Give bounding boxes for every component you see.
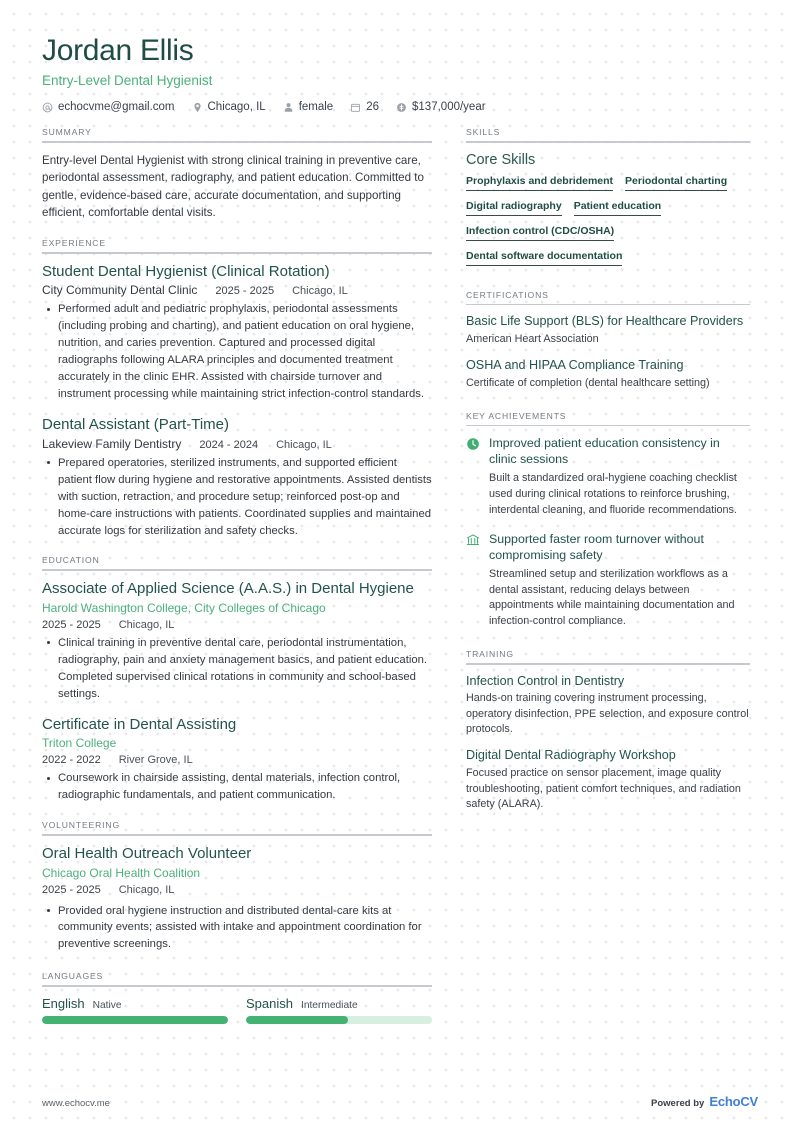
resume-columns	[42, 127, 758, 1040]
skill-tag: Prophylaxis and debridement	[466, 175, 613, 191]
contact-location-value: Chicago, IL	[207, 101, 266, 113]
language-progress-fill	[246, 1016, 348, 1024]
section-education	[42, 555, 432, 804]
achievement-title: Supported faster room turnover without compromising safety	[489, 531, 704, 562]
achievement-body	[489, 435, 750, 519]
section-rule	[466, 304, 750, 306]
certification-issuer: Certificate of completion (dental healthcare setting)	[466, 377, 710, 390]
candidate-headline: Entry-Level Dental Hygienist	[42, 73, 213, 88]
section-rule	[466, 663, 750, 665]
person-icon	[283, 102, 294, 113]
achievement-description: Streamlined setup and sterilization workflows as a dental assistant, reducing delays between appointments while maintaining documentation and infection-control compliance.	[489, 567, 735, 628]
section-rule	[42, 985, 432, 987]
at-icon	[42, 102, 53, 113]
volunteering-bullets	[45, 903, 432, 954]
language-level: Native	[92, 999, 122, 1011]
volunteering-org-line	[42, 866, 432, 880]
section-rule	[42, 569, 432, 571]
language-progress-fill	[42, 1016, 228, 1024]
volunteering-meta	[42, 884, 432, 896]
page-footer	[42, 1094, 758, 1109]
language-progress-track	[246, 1016, 432, 1024]
education-meta	[42, 754, 432, 766]
education-location: Chicago, IL	[118, 618, 175, 631]
experience-dates: 2025 - 2025	[215, 285, 275, 298]
contact-age-value: 26	[366, 101, 380, 113]
education-entry	[42, 716, 432, 805]
language-name: English	[42, 995, 85, 1011]
section-title-volunteering: VOLUNTEERING	[42, 820, 121, 831]
candidate-name: Jordan Ellis	[42, 34, 194, 67]
experience-meta	[42, 283, 432, 297]
skill-tag: Patient education	[574, 200, 662, 216]
experience-bullets	[45, 301, 432, 403]
education-entry	[42, 580, 432, 703]
experience-org: Lakeview Family Dentistry	[42, 436, 182, 451]
bank-icon	[466, 533, 480, 547]
section-skills	[466, 127, 750, 271]
certification-item	[466, 358, 750, 391]
calendar-icon	[350, 102, 361, 113]
education-dates: 2022 - 2022	[42, 754, 101, 767]
language-head	[42, 996, 228, 1011]
bullet-item: Coursework in chairside assisting, dental materials, infection control, radiographic fundamentals, and patient communication.	[45, 770, 432, 804]
contact-row	[42, 101, 758, 113]
education-location: River Grove, IL	[118, 754, 193, 767]
section-volunteering	[42, 820, 432, 953]
experience-meta	[42, 437, 432, 451]
education-title: Certificate in Dental Assisting	[42, 715, 237, 733]
education-org: Harold Washington College, City Colleges of Chicago	[42, 600, 326, 615]
certification-title: Basic Life Support (BLS) for Healthcare Providers	[466, 314, 744, 329]
education-bullets	[45, 770, 432, 804]
footer-url[interactable]: www.echocv.me	[42, 1098, 110, 1109]
language-progress-track	[42, 1016, 228, 1024]
training-item	[466, 674, 750, 738]
money-icon	[396, 102, 407, 113]
language-name: Spanish	[246, 995, 293, 1011]
experience-dates: 2024 - 2024	[199, 438, 259, 451]
bullet-item: Clinical training in preventive dental care, periodontal instrumentation, radiography, pain and anxiety management basics, and patient education. Completed supervised clinical rotations in community and school-based settings.	[45, 635, 432, 703]
left-column	[42, 127, 432, 1040]
training-description: Focused practice on sensor placement, image quality troubleshooting, patient comfort techniques, and radiation safety (ALARA).	[466, 767, 741, 810]
resume-header	[42, 34, 758, 113]
training-description: Hands-on training covering instrument processing, operatory disinfection, PPE selection, and exposure control protocols.	[466, 692, 749, 736]
achievement-item	[466, 435, 750, 519]
bullet-item: Prepared operatories, sterilized instruments, and supported efficient patient flow during hygiene and restorative appointments. Assisted dentists with suction, retraction, and procedure setup; reinforced post-op and home-care instructions with patients. Coordinated supplies and maintained accurate logs for sterilization and safety checks.	[45, 455, 432, 540]
achievement-description: Built a standardized oral-hygiene coaching checklist used during clinical rotations to reinforce brushing, interdental cleaning, and fluoride recommendations.	[489, 472, 737, 516]
section-rule	[42, 141, 432, 143]
section-title-certifications: CERTIFICATIONS	[466, 289, 549, 300]
section-rule	[466, 425, 750, 427]
footer-powered-by: Powered by	[651, 1098, 705, 1109]
contact-email-value: echocvme@gmail.com	[58, 101, 175, 113]
footer-brand: EchoCV	[709, 1094, 758, 1109]
skill-tag: Periodontal charting	[625, 175, 727, 191]
contact-salary	[396, 101, 486, 113]
achievement-item	[466, 531, 750, 630]
skills-group-title: Core Skills	[466, 151, 536, 168]
bullet-item: Performed adult and pediatric prophylaxis, periodontal assessments (including probing and charting), and patient education on oral hygiene, nutrition, and caries prevention. Captured and processed digital radiographs following ALARA principles and documented treatment accurately in the clinic EHR. Assisted with chairside turnover and instrument processing while maintaining strict infection-control standards.	[45, 301, 432, 403]
section-rule	[42, 252, 432, 254]
contact-gender-value: female	[298, 101, 334, 113]
certification-item	[466, 314, 750, 347]
location-icon	[192, 102, 203, 113]
language-level: Intermediate	[300, 999, 358, 1011]
section-certifications	[466, 290, 750, 392]
education-bullets	[45, 635, 432, 703]
bullet-item: Provided oral hygiene instruction and distributed dental-care kits at community events; assisted with intake and appointment coordination for preventive screenings.	[45, 903, 432, 954]
section-summary	[42, 127, 432, 222]
section-rule	[466, 141, 750, 143]
language-item	[42, 996, 228, 1024]
section-title-skills: SKILLS	[466, 127, 501, 137]
certification-title: OSHA and HIPAA Compliance Training	[466, 358, 684, 373]
education-dates: 2025 - 2025	[42, 618, 101, 631]
footer-branding	[651, 1094, 758, 1109]
volunteering-location: Chicago, IL	[118, 883, 175, 896]
contact-age	[350, 101, 379, 113]
section-title-education: EDUCATION	[42, 555, 100, 566]
achievement-body	[489, 531, 750, 630]
education-org-line	[42, 601, 432, 615]
volunteering-title: Oral Health Outreach Volunteer	[42, 844, 252, 862]
education-meta	[42, 619, 432, 631]
training-title: Infection Control in Dentistry	[466, 673, 625, 688]
education-org: Triton College	[42, 736, 117, 751]
section-title-languages: LANGUAGES	[42, 971, 104, 982]
section-training	[466, 649, 750, 812]
section-key-achievements	[466, 411, 750, 630]
experience-title: Dental Assistant (Part-Time)	[42, 416, 229, 433]
experience-org: City Community Dental Clinic	[42, 283, 198, 298]
contact-email	[42, 101, 175, 113]
skill-tag-list	[466, 175, 750, 271]
contact-salary-value: $137,000/year	[412, 101, 486, 113]
clock-icon	[466, 437, 480, 451]
education-org-line	[42, 736, 432, 750]
contact-location	[192, 101, 266, 113]
volunteering-org: Chicago Oral Health Coalition	[42, 865, 201, 880]
experience-entry	[42, 416, 432, 539]
contact-gender	[283, 101, 334, 113]
experience-location: Chicago, IL	[276, 438, 332, 451]
skill-tag: Digital radiography	[466, 200, 562, 216]
right-column	[466, 127, 750, 828]
experience-title: Student Dental Hygienist (Clinical Rotation)	[42, 262, 330, 280]
section-experience	[42, 238, 432, 539]
language-head	[246, 996, 432, 1011]
section-title-summary: SUMMARY	[42, 127, 92, 137]
certification-issuer: American Heart Association	[466, 333, 599, 346]
skill-tag: Infection control (CDC/OSHA)	[466, 225, 614, 241]
volunteering-dates: 2025 - 2025	[42, 883, 101, 896]
volunteering-entry	[42, 845, 432, 954]
experience-entry	[42, 263, 432, 403]
section-title-key-achievements: KEY ACHIEVEMENTS	[466, 410, 567, 421]
summary-text: Entry-level Dental Hygienist with strong clinical training in preventive care, periodontal assessment, radiography, and patient education. Committed to gentle, evidence-based care, accurate documentation, and supporting efficient, comfortable dental visits.	[42, 153, 424, 220]
language-item	[246, 996, 432, 1024]
training-item	[466, 748, 750, 812]
achievement-title: Improved patient education consistency in clinic sessions	[489, 436, 720, 467]
experience-location: Chicago, IL	[292, 285, 348, 298]
section-languages	[42, 971, 432, 1024]
language-grid	[42, 996, 432, 1024]
education-title: Associate of Applied Science (A.A.S.) in Dental Hygiene	[42, 580, 414, 598]
skill-tag: Dental software documentation	[466, 250, 622, 266]
experience-bullets	[45, 455, 432, 540]
section-rule	[42, 834, 432, 836]
section-title-experience: EXPERIENCE	[42, 238, 106, 249]
section-title-training: TRAINING	[466, 648, 514, 659]
training-title: Digital Dental Radiography Workshop	[466, 748, 676, 763]
